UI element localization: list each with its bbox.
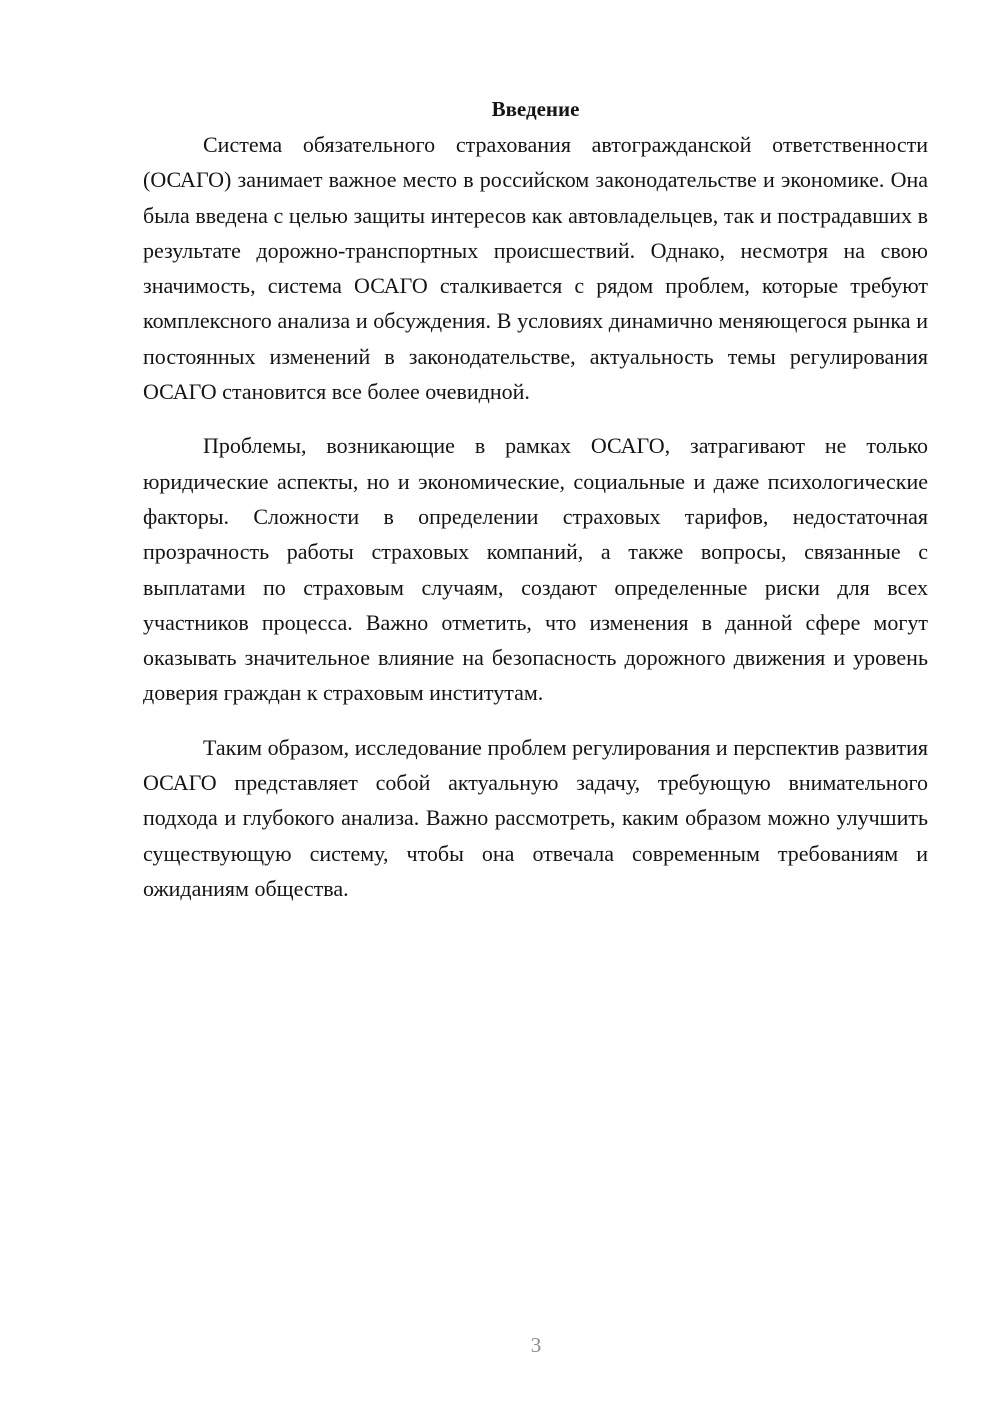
paragraph-1: Система обязательного страхования автогражданской ответственности (ОСАГО) занимает важное место в российском законодательстве и экономике. Она была введена с целью защиты интересов как автовладельцев, так и пострадавших в результате дорожно-транспортных происшествий. Однако, несмотря на свою значимость, система ОСАГО сталкивается с рядом проблем, которые требуют комплексного анализа и обсуждения. В условиях динамично меняющегося рынка и постоянных изменений в законодательстве, актуальность темы регулирования ОСАГО становится все более очевидной. xyxy=(143,132,928,405)
paragraph-3: Таким образом, исследование проблем регулирования и перспектив развития ОСАГО представляет собой актуальную задачу, требующую внимательного подхода и глубокого анализа. Важно рассмотреть, каким образом можно улучшить существующую систему, чтобы она отвечала современным требованиям и ожиданиям общества. xyxy=(143,734,928,901)
page-number: 3 xyxy=(530,1333,542,1357)
section-heading: Введение xyxy=(491,97,580,121)
paragraph-2: Проблемы, возникающие в рамках ОСАГО, затрагивают не только юридические аспекты, но и экономические, социальные и даже психологические факторы. Сложности в определении страховых тарифов, недостаточная прозрачность работы страховых компаний, а также вопросы, связанные с выплатами по страховым случаям, создают определенные риски для всех участников процесса. Важно отметить, что изменения в данной сфере могут оказывать значительное влияние на безопасность дорожного движения и уровень доверия граждан к страховым институтам. xyxy=(143,433,928,706)
page-content xyxy=(143,92,928,906)
